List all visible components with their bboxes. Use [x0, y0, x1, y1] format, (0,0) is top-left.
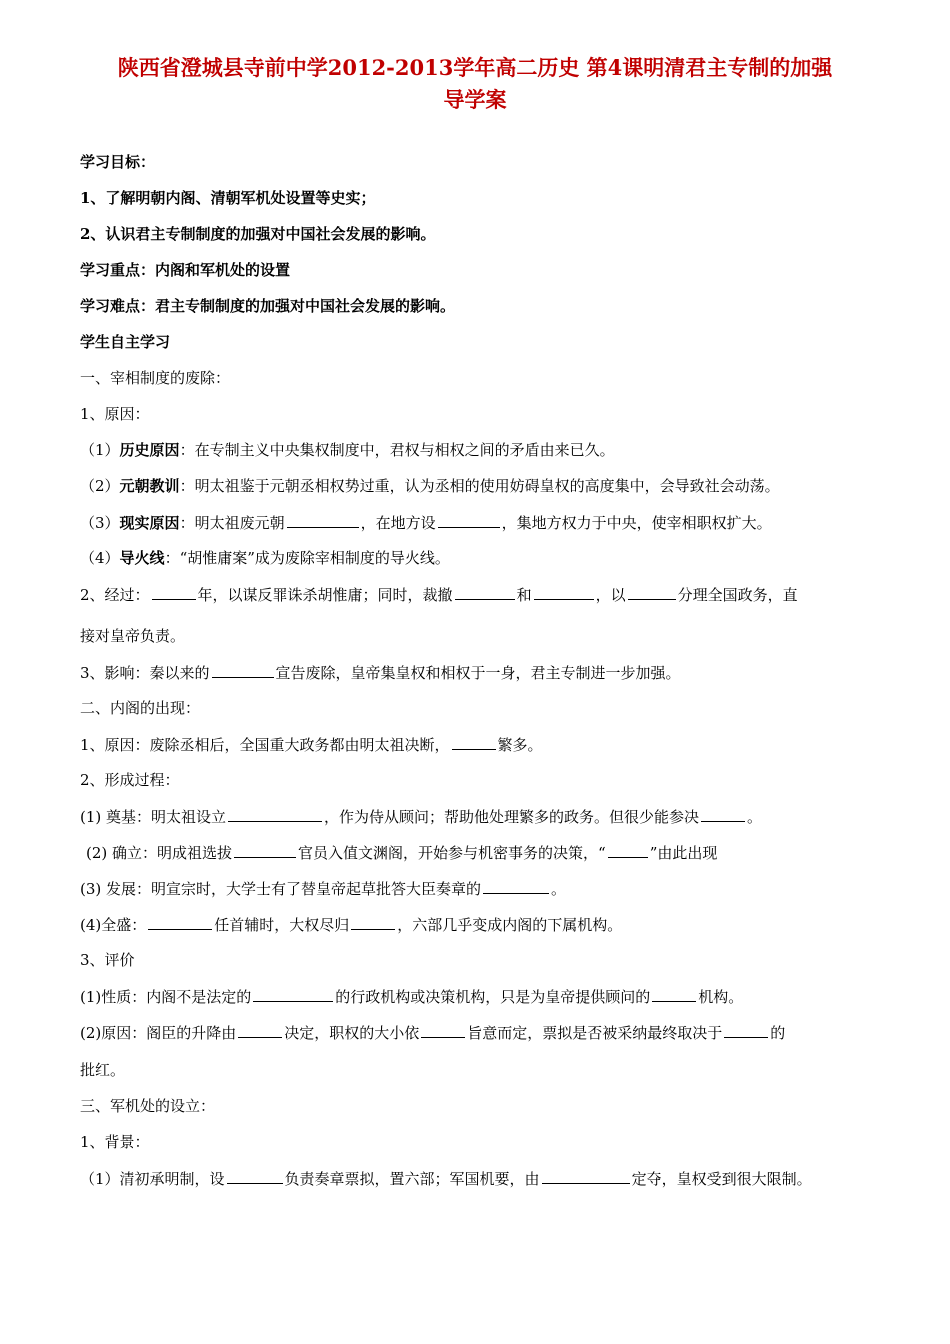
cause-1-line: （1）历史原因：在专制主义中央集权制度中，君权与相权之间的矛盾由来已久。 — [80, 441, 615, 459]
formation-2-line: (2) 确立：明成祖选拔 官员入值文渊阁，开始参与机密事务的决策，“ ”由此出现 — [86, 844, 718, 862]
section-3-heading: 三、军机处的设立： — [80, 1097, 216, 1115]
objective-2: 2、认识君主专制制度的加强对中国社会发展的影响。 — [80, 225, 436, 243]
fill-blank[interactable] — [542, 1168, 630, 1184]
difficult-point: 学习难点：君主专制制度的加强对中国社会发展的影响。 — [80, 297, 456, 315]
fill-blank[interactable] — [438, 512, 500, 528]
fill-blank[interactable] — [483, 878, 549, 894]
cause-3-line: （3）现实原因：明太祖废元朝 ，在地方设 ，集地方权力于中央，使宰相职权扩大。 — [80, 514, 772, 532]
influence-line: 3、影响：秦以来的 宣告废除，皇帝集皇权和相权于一身，君主专制进一步加强。 — [80, 664, 681, 682]
cause-2-label: 元朝教训 — [119, 477, 180, 495]
fill-blank[interactable] — [701, 806, 745, 822]
cause-4-label: 导火线 — [119, 549, 165, 567]
evaluation-1-line: (1)性质：内阁不是法定的 的行政机构或决策机构，只是为皇帝提供顾问的 机构。 — [80, 988, 744, 1006]
formation-4-line: (4)全盛： 任首辅时，大权尽归 ，六部几乎变成内阁的下属机构。 — [80, 916, 623, 934]
section-1-heading: 一、宰相制度的废除： — [80, 369, 231, 387]
evaluation-2-continued: 批红。 — [80, 1061, 126, 1079]
fill-blank[interactable] — [455, 584, 515, 600]
fill-blank[interactable] — [421, 1022, 465, 1038]
fill-blank[interactable] — [228, 806, 322, 822]
cause-4-line: （4）导火线：“胡惟庸案”成为废除宰相制度的导火线。 — [80, 549, 450, 567]
section-2-heading: 二、内阁的出现： — [80, 699, 201, 717]
process-line: 2、经过： 年，以谋反罪诛杀胡惟庸；同时，裁撤 和 ，以 分理全国政务，直 — [80, 586, 798, 604]
formation-heading: 2、形成过程： — [80, 771, 180, 789]
fill-blank[interactable] — [652, 986, 696, 1002]
evaluation-heading: 3、评价 — [80, 951, 135, 969]
fill-blank[interactable] — [724, 1022, 768, 1038]
document-title-continued: 导学案 — [443, 87, 507, 112]
cause-3-label: 现实原因 — [119, 514, 180, 532]
fill-blank[interactable] — [148, 914, 212, 930]
cabinet-cause-line: 1、原因：废除丞相后，全国重大政务都由明太祖决断， 繁多。 — [80, 736, 543, 754]
background-1-line: （1）清初承明制，设 负责奏章票拟，置六部；军国机要，由 定夺，皇权受到很大限制。 — [80, 1170, 812, 1188]
objective-1: 1、了解明朝内阁、清朝军机处设置等史实； — [80, 189, 376, 207]
fill-blank[interactable] — [452, 734, 496, 750]
fill-blank[interactable] — [152, 584, 196, 600]
fill-blank[interactable] — [351, 914, 395, 930]
fill-blank[interactable] — [253, 986, 333, 1002]
formation-3-line: (3) 发展：明宣宗时，大学士有了替皇帝起草批答大臣奏章的 。 — [80, 880, 567, 898]
document-title: 陕西省澄城县寺前中学2012-2013学年高二历史 第4课明清君主专制的加强 — [117, 55, 833, 80]
fill-blank[interactable] — [238, 1022, 282, 1038]
fill-blank[interactable] — [234, 842, 296, 858]
fill-blank[interactable] — [534, 584, 594, 600]
key-point: 学习重点：内阁和军机处的设置 — [80, 261, 291, 279]
fill-blank[interactable] — [628, 584, 676, 600]
cause-1-label: 历史原因 — [119, 441, 180, 459]
fill-blank[interactable] — [227, 1168, 283, 1184]
formation-1-line: (1) 奠基：明太祖设立 ，作为侍从顾问；帮助他处理繁多的政务。但很少能参决 。 — [80, 808, 763, 826]
process-line-continued: 接对皇帝负责。 — [80, 627, 186, 645]
section-1-cause-heading: 1、原因： — [80, 405, 150, 423]
objectives-heading: 学习目标： — [80, 153, 156, 171]
evaluation-2-line: (2)原因：阁臣的升降由 决定，职权的大小依 旨意而定，票拟是否被采纳最终取决于 的 — [80, 1024, 786, 1042]
background-heading: 1、背景： — [80, 1133, 150, 1151]
cause-2-line: （2）元朝教训：明太祖鉴于元朝丞相权势过重，认为丞相的使用妨碍皇权的高度集中，会导致社会动荡。 — [80, 477, 780, 495]
self-study-heading: 学生自主学习 — [80, 333, 171, 351]
fill-blank[interactable] — [608, 842, 648, 858]
fill-blank[interactable] — [212, 662, 274, 678]
fill-blank[interactable] — [287, 512, 359, 528]
